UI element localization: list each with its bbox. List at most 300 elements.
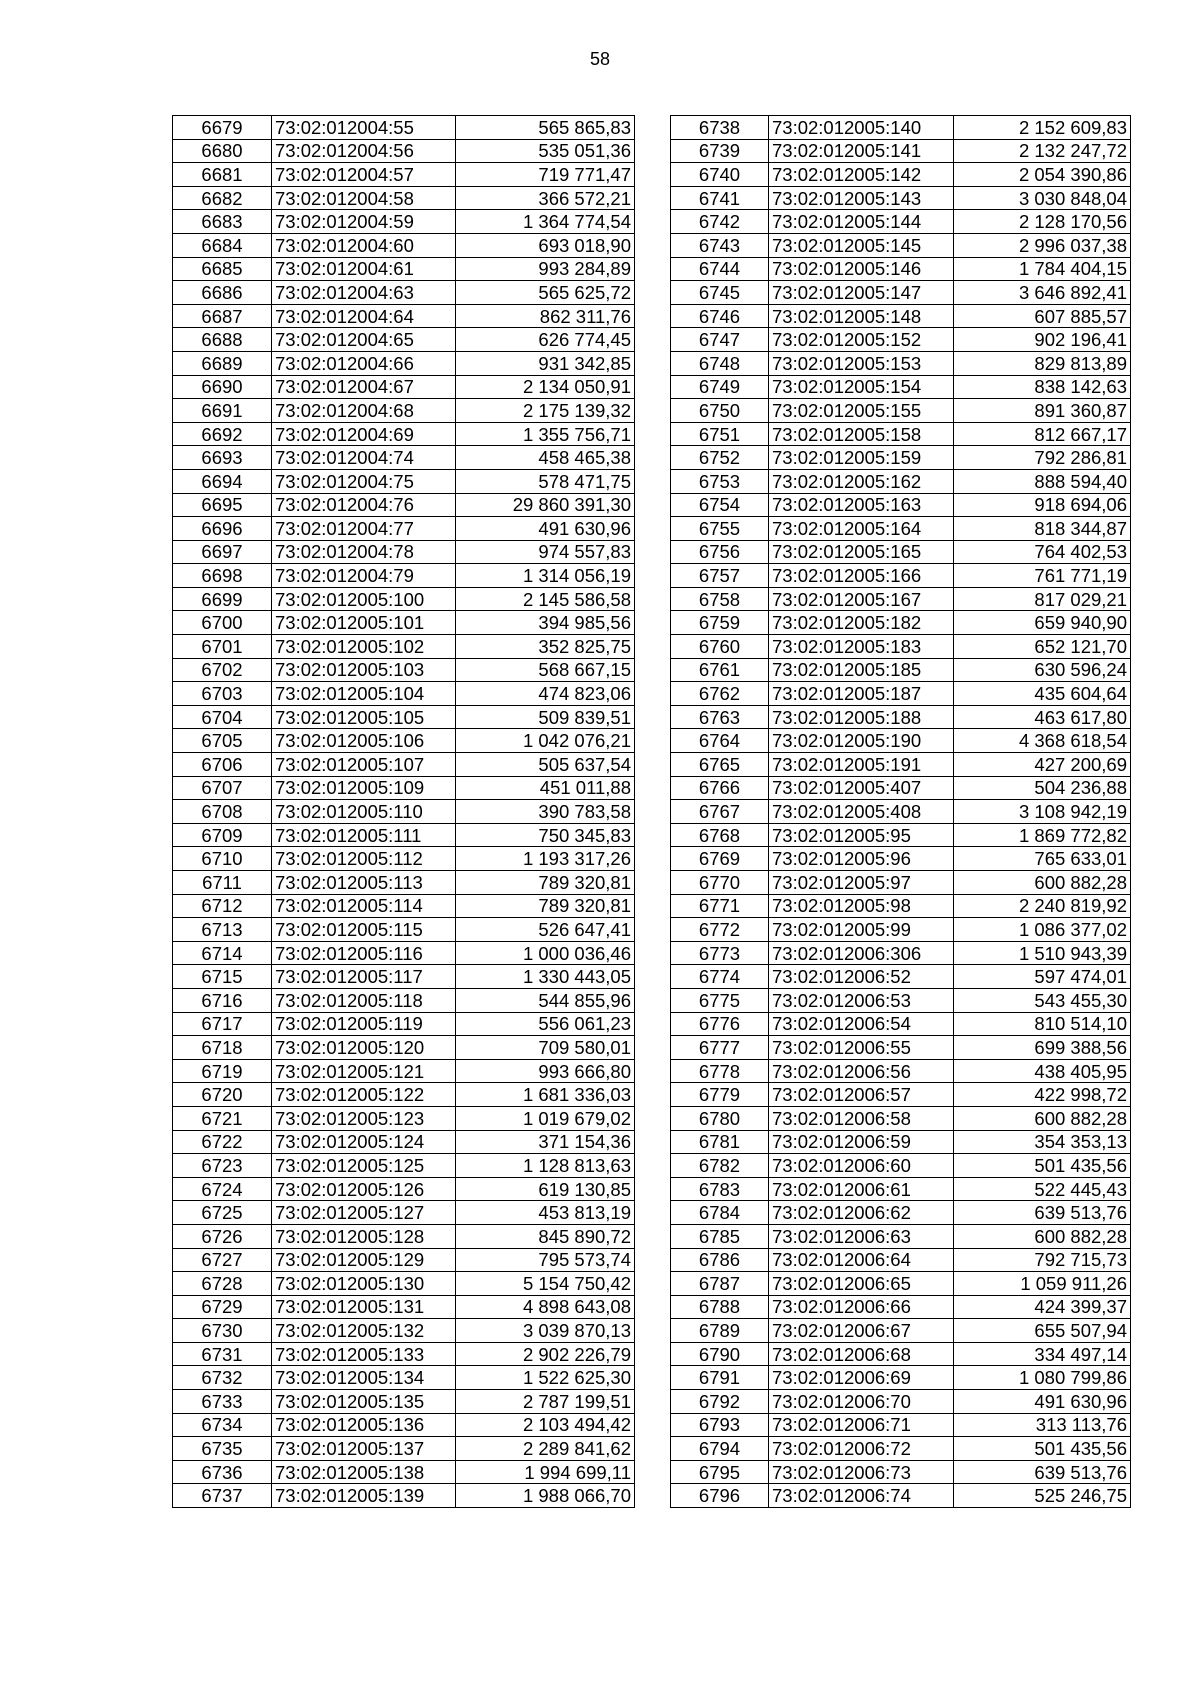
cadastral-number-cell: 73:02:012006:67: [769, 1319, 954, 1343]
row-number-cell: 6694: [173, 469, 272, 493]
cadastral-number-cell: 73:02:012005:183: [769, 635, 954, 659]
cadastral-value-cell: 543 455,30: [954, 988, 1131, 1012]
cadastral-number-cell: 73:02:012005:97: [769, 871, 954, 895]
parcel-table-left-body: [173, 116, 635, 1508]
table-row: [173, 587, 635, 611]
table-row: [173, 823, 635, 847]
row-number-cell: 6794: [671, 1437, 769, 1461]
table-row: [671, 422, 1131, 446]
cadastral-value-cell: 501 435,56: [954, 1437, 1131, 1461]
cadastral-value-cell: 1 330 443,05: [456, 965, 635, 989]
cadastral-number-cell: 73:02:012005:134: [272, 1366, 456, 1390]
cadastral-value-cell: 427 200,69: [954, 753, 1131, 777]
row-number-cell: 6790: [671, 1342, 769, 1366]
table-row: [173, 1106, 635, 1130]
cadastral-number-cell: 73:02:012005:130: [272, 1272, 456, 1296]
cadastral-number-cell: 73:02:012005:96: [769, 847, 954, 871]
cadastral-value-cell: 422 998,72: [954, 1083, 1131, 1107]
row-number-cell: 6697: [173, 540, 272, 564]
cadastral-value-cell: 709 580,01: [456, 1036, 635, 1060]
cadastral-value-cell: 845 890,72: [456, 1224, 635, 1248]
row-number-cell: 6774: [671, 965, 769, 989]
cadastral-value-cell: 544 855,96: [456, 988, 635, 1012]
row-number-cell: 6722: [173, 1130, 272, 1154]
row-number-cell: 6705: [173, 729, 272, 753]
cadastral-value-cell: 1 681 336,03: [456, 1083, 635, 1107]
row-number-cell: 6704: [173, 705, 272, 729]
cadastral-number-cell: 73:02:012005:95: [769, 823, 954, 847]
row-number-cell: 6768: [671, 823, 769, 847]
cadastral-value-cell: 491 630,96: [456, 517, 635, 541]
row-number-cell: 6684: [173, 233, 272, 257]
cadastral-number-cell: 73:02:012006:72: [769, 1437, 954, 1461]
table-row: [671, 753, 1131, 777]
row-number-cell: 6780: [671, 1106, 769, 1130]
parcel-table-right-body: [671, 116, 1131, 1508]
cadastral-number-cell: 73:02:012004:74: [272, 446, 456, 470]
table-row: [173, 469, 635, 493]
cadastral-value-cell: 5 154 750,42: [456, 1272, 635, 1296]
table-row: [671, 1272, 1131, 1296]
table-row: [173, 517, 635, 541]
cadastral-number-cell: 73:02:012004:56: [272, 139, 456, 163]
cadastral-value-cell: 474 823,06: [456, 682, 635, 706]
cadastral-number-cell: 73:02:012005:105: [272, 705, 456, 729]
cadastral-number-cell: 73:02:012004:77: [272, 517, 456, 541]
row-number-cell: 6761: [671, 658, 769, 682]
cadastral-value-cell: 600 882,28: [954, 871, 1131, 895]
cadastral-number-cell: 73:02:012005:147: [769, 281, 954, 305]
cadastral-value-cell: 789 320,81: [456, 871, 635, 895]
cadastral-value-cell: 3 030 848,04: [954, 186, 1131, 210]
table-row: [173, 1224, 635, 1248]
cadastral-number-cell: 73:02:012005:109: [272, 776, 456, 800]
cadastral-number-cell: 73:02:012005:144: [769, 210, 954, 234]
table-row: [671, 186, 1131, 210]
row-number-cell: 6719: [173, 1059, 272, 1083]
cadastral-value-cell: 463 617,80: [954, 705, 1131, 729]
cadastral-number-cell: 73:02:012004:64: [272, 304, 456, 328]
table-row: [671, 823, 1131, 847]
cadastral-number-cell: 73:02:012005:124: [272, 1130, 456, 1154]
table-row: [671, 1319, 1131, 1343]
cadastral-number-cell: 73:02:012006:68: [769, 1342, 954, 1366]
table-row: [173, 540, 635, 564]
cadastral-value-cell: 504 236,88: [954, 776, 1131, 800]
table-row: [173, 281, 635, 305]
cadastral-value-cell: 600 882,28: [954, 1106, 1131, 1130]
row-number-cell: 6710: [173, 847, 272, 871]
cadastral-number-cell: 73:02:012006:64: [769, 1248, 954, 1272]
table-row: [671, 658, 1131, 682]
row-number-cell: 6791: [671, 1366, 769, 1390]
row-number-cell: 6712: [173, 894, 272, 918]
cadastral-number-cell: 73:02:012005:103: [272, 658, 456, 682]
cadastral-number-cell: 73:02:012004:76: [272, 493, 456, 517]
row-number-cell: 6755: [671, 517, 769, 541]
table-row: [671, 1083, 1131, 1107]
cadastral-value-cell: 639 513,76: [954, 1460, 1131, 1484]
row-number-cell: 6773: [671, 941, 769, 965]
row-number-cell: 6688: [173, 328, 272, 352]
table-row: [173, 918, 635, 942]
table-row: [173, 871, 635, 895]
cadastral-number-cell: 73:02:012005:136: [272, 1413, 456, 1437]
table-row: [671, 1366, 1131, 1390]
cadastral-number-cell: 73:02:012005:127: [272, 1201, 456, 1225]
cadastral-value-cell: 2 289 841,62: [456, 1437, 635, 1461]
table-row: [671, 375, 1131, 399]
cadastral-number-cell: 73:02:012005:117: [272, 965, 456, 989]
table-row: [173, 658, 635, 682]
table-row: [671, 281, 1131, 305]
table-row: [671, 399, 1131, 423]
cadastral-value-cell: 522 445,43: [954, 1177, 1131, 1201]
cadastral-value-cell: 750 345,83: [456, 823, 635, 847]
row-number-cell: 6792: [671, 1390, 769, 1414]
row-number-cell: 6745: [671, 281, 769, 305]
row-number-cell: 6687: [173, 304, 272, 328]
cadastral-value-cell: 652 121,70: [954, 635, 1131, 659]
cadastral-number-cell: 73:02:012005:118: [272, 988, 456, 1012]
cadastral-value-cell: 354 353,13: [954, 1130, 1131, 1154]
cadastral-number-cell: 73:02:012006:70: [769, 1390, 954, 1414]
row-number-cell: 6740: [671, 163, 769, 187]
cadastral-number-cell: 73:02:012005:165: [769, 540, 954, 564]
cadastral-number-cell: 73:02:012005:125: [272, 1154, 456, 1178]
row-number-cell: 6770: [671, 871, 769, 895]
row-number-cell: 6685: [173, 257, 272, 281]
table-row: [173, 753, 635, 777]
row-number-cell: 6730: [173, 1319, 272, 1343]
table-row: [173, 493, 635, 517]
table-row: [173, 1390, 635, 1414]
cadastral-value-cell: 862 311,76: [456, 304, 635, 328]
cadastral-number-cell: 73:02:012005:137: [272, 1437, 456, 1461]
row-number-cell: 6772: [671, 918, 769, 942]
table-row: [173, 682, 635, 706]
row-number-cell: 6695: [173, 493, 272, 517]
row-number-cell: 6793: [671, 1413, 769, 1437]
cadastral-value-cell: 764 402,53: [954, 540, 1131, 564]
cadastral-value-cell: 639 513,76: [954, 1201, 1131, 1225]
cadastral-value-cell: 458 465,38: [456, 446, 635, 470]
row-number-cell: 6796: [671, 1484, 769, 1508]
cadastral-value-cell: 334 497,14: [954, 1342, 1131, 1366]
cadastral-number-cell: 73:02:012006:61: [769, 1177, 954, 1201]
cadastral-value-cell: 699 388,56: [954, 1036, 1131, 1060]
cadastral-value-cell: 435 604,64: [954, 682, 1131, 706]
cadastral-number-cell: 73:02:012005:116: [272, 941, 456, 965]
cadastral-value-cell: 659 940,90: [954, 611, 1131, 635]
cadastral-value-cell: 371 154,36: [456, 1130, 635, 1154]
cadastral-number-cell: 73:02:012005:132: [272, 1319, 456, 1343]
row-number-cell: 6731: [173, 1342, 272, 1366]
table-row: [671, 1413, 1131, 1437]
row-number-cell: 6781: [671, 1130, 769, 1154]
cadastral-value-cell: 491 630,96: [954, 1390, 1131, 1414]
cadastral-value-cell: 792 715,73: [954, 1248, 1131, 1272]
cadastral-number-cell: 73:02:012004:69: [272, 422, 456, 446]
cadastral-value-cell: 817 029,21: [954, 587, 1131, 611]
cadastral-value-cell: 578 471,75: [456, 469, 635, 493]
row-number-cell: 6702: [173, 658, 272, 682]
row-number-cell: 6724: [173, 1177, 272, 1201]
row-number-cell: 6760: [671, 635, 769, 659]
table-row: [173, 1437, 635, 1461]
cadastral-value-cell: 565 865,83: [456, 116, 635, 140]
row-number-cell: 6734: [173, 1413, 272, 1437]
cadastral-value-cell: 1 086 377,02: [954, 918, 1131, 942]
table-row: [173, 163, 635, 187]
cadastral-number-cell: 73:02:012006:306: [769, 941, 954, 965]
cadastral-value-cell: 1 059 911,26: [954, 1272, 1131, 1296]
table-row: [173, 1036, 635, 1060]
table-row: [671, 328, 1131, 352]
row-number-cell: 6698: [173, 564, 272, 588]
row-number-cell: 6775: [671, 988, 769, 1012]
table-row: [173, 422, 635, 446]
cadastral-value-cell: 1 193 317,26: [456, 847, 635, 871]
cadastral-number-cell: 73:02:012006:57: [769, 1083, 954, 1107]
cadastral-number-cell: 73:02:012005:115: [272, 918, 456, 942]
cadastral-number-cell: 73:02:012005:119: [272, 1012, 456, 1036]
cadastral-number-cell: 73:02:012005:166: [769, 564, 954, 588]
table-row: [671, 564, 1131, 588]
cadastral-number-cell: 73:02:012006:73: [769, 1460, 954, 1484]
cadastral-number-cell: 73:02:012005:139: [272, 1484, 456, 1508]
row-number-cell: 6783: [671, 1177, 769, 1201]
row-number-cell: 6747: [671, 328, 769, 352]
cadastral-value-cell: 509 839,51: [456, 705, 635, 729]
row-number-cell: 6681: [173, 163, 272, 187]
cadastral-number-cell: 73:02:012005:141: [769, 139, 954, 163]
cadastral-number-cell: 73:02:012005:148: [769, 304, 954, 328]
cadastral-number-cell: 73:02:012005:191: [769, 753, 954, 777]
table-row: [671, 918, 1131, 942]
table-row: [173, 965, 635, 989]
table-row: [173, 847, 635, 871]
table-row: [671, 233, 1131, 257]
row-number-cell: 6689: [173, 351, 272, 375]
cadastral-value-cell: 693 018,90: [456, 233, 635, 257]
cadastral-number-cell: 73:02:012005:128: [272, 1224, 456, 1248]
table-row: [671, 139, 1131, 163]
table-row: [173, 1413, 635, 1437]
table-row: [671, 776, 1131, 800]
cadastral-value-cell: 505 637,54: [456, 753, 635, 777]
cadastral-number-cell: 73:02:012005:408: [769, 800, 954, 824]
row-number-cell: 6696: [173, 517, 272, 541]
table-row: [671, 1460, 1131, 1484]
row-number-cell: 6732: [173, 1366, 272, 1390]
cadastral-value-cell: 501 435,56: [954, 1154, 1131, 1178]
cadastral-number-cell: 73:02:012006:63: [769, 1224, 954, 1248]
table-row: [671, 800, 1131, 824]
row-number-cell: 6735: [173, 1437, 272, 1461]
row-number-cell: 6701: [173, 635, 272, 659]
cadastral-number-cell: 73:02:012005:187: [769, 682, 954, 706]
row-number-cell: 6757: [671, 564, 769, 588]
cadastral-value-cell: 600 882,28: [954, 1224, 1131, 1248]
cadastral-number-cell: 73:02:012005:104: [272, 682, 456, 706]
table-row: [671, 894, 1131, 918]
cadastral-number-cell: 73:02:012005:154: [769, 375, 954, 399]
table-row: [671, 1130, 1131, 1154]
cadastral-value-cell: 451 011,88: [456, 776, 635, 800]
table-row: [173, 611, 635, 635]
table-row: [173, 894, 635, 918]
cadastral-value-cell: 1 314 056,19: [456, 564, 635, 588]
cadastral-number-cell: 73:02:012004:75: [272, 469, 456, 493]
cadastral-value-cell: 838 142,63: [954, 375, 1131, 399]
cadastral-value-cell: 2 787 199,51: [456, 1390, 635, 1414]
table-row: [173, 800, 635, 824]
cadastral-value-cell: 1 355 756,71: [456, 422, 635, 446]
row-number-cell: 6711: [173, 871, 272, 895]
table-row: [671, 1484, 1131, 1508]
cadastral-number-cell: 73:02:012006:54: [769, 1012, 954, 1036]
cadastral-number-cell: 73:02:012006:66: [769, 1295, 954, 1319]
table-row: [671, 705, 1131, 729]
table-row: [671, 1390, 1131, 1414]
cadastral-number-cell: 73:02:012004:66: [272, 351, 456, 375]
row-number-cell: 6795: [671, 1460, 769, 1484]
cadastral-number-cell: 73:02:012005:123: [272, 1106, 456, 1130]
cadastral-number-cell: 73:02:012005:101: [272, 611, 456, 635]
table-row: [671, 988, 1131, 1012]
cadastral-value-cell: 1 869 772,82: [954, 823, 1131, 847]
cadastral-value-cell: 3 039 870,13: [456, 1319, 635, 1343]
table-row: [173, 233, 635, 257]
table-row: [173, 304, 635, 328]
cadastral-value-cell: 352 825,75: [456, 635, 635, 659]
cadastral-value-cell: 607 885,57: [954, 304, 1131, 328]
cadastral-number-cell: 73:02:012004:78: [272, 540, 456, 564]
table-row: [173, 705, 635, 729]
cadastral-value-cell: 2 902 226,79: [456, 1342, 635, 1366]
table-row: [671, 210, 1131, 234]
row-number-cell: 6691: [173, 399, 272, 423]
table-row: [671, 847, 1131, 871]
row-number-cell: 6763: [671, 705, 769, 729]
table-row: [173, 1177, 635, 1201]
cadastral-value-cell: 366 572,21: [456, 186, 635, 210]
cadastral-value-cell: 993 284,89: [456, 257, 635, 281]
row-number-cell: 6787: [671, 1272, 769, 1296]
cadastral-number-cell: 73:02:012005:158: [769, 422, 954, 446]
row-number-cell: 6682: [173, 186, 272, 210]
row-number-cell: 6699: [173, 587, 272, 611]
cadastral-value-cell: 597 474,01: [954, 965, 1131, 989]
row-number-cell: 6766: [671, 776, 769, 800]
cadastral-number-cell: 73:02:012006:62: [769, 1201, 954, 1225]
cadastral-number-cell: 73:02:012005:143: [769, 186, 954, 210]
row-number-cell: 6703: [173, 682, 272, 706]
row-number-cell: 6776: [671, 1012, 769, 1036]
row-number-cell: 6733: [173, 1390, 272, 1414]
row-number-cell: 6779: [671, 1083, 769, 1107]
row-number-cell: 6713: [173, 918, 272, 942]
cadastral-number-cell: 73:02:012005:164: [769, 517, 954, 541]
row-number-cell: 6786: [671, 1248, 769, 1272]
table-row: [173, 1460, 635, 1484]
cadastral-value-cell: 829 813,89: [954, 351, 1131, 375]
row-number-cell: 6756: [671, 540, 769, 564]
cadastral-value-cell: 2 128 170,56: [954, 210, 1131, 234]
cadastral-number-cell: 73:02:012005:140: [769, 116, 954, 140]
row-number-cell: 6717: [173, 1012, 272, 1036]
table-row: [671, 351, 1131, 375]
table-row: [173, 351, 635, 375]
row-number-cell: 6736: [173, 1460, 272, 1484]
table-row: [173, 1319, 635, 1343]
cadastral-number-cell: 73:02:012006:65: [769, 1272, 954, 1296]
table-row: [173, 988, 635, 1012]
table-row: [671, 1036, 1131, 1060]
cadastral-value-cell: 792 286,81: [954, 446, 1131, 470]
cadastral-value-cell: 525 246,75: [954, 1484, 1131, 1508]
row-number-cell: 6737: [173, 1484, 272, 1508]
table-row: [671, 1201, 1131, 1225]
row-number-cell: 6758: [671, 587, 769, 611]
row-number-cell: 6777: [671, 1036, 769, 1060]
table-row: [671, 116, 1131, 140]
cadastral-number-cell: 73:02:012005:129: [272, 1248, 456, 1272]
cadastral-value-cell: 1 522 625,30: [456, 1366, 635, 1390]
table-row: [173, 941, 635, 965]
table-row: [671, 1437, 1131, 1461]
cadastral-value-cell: 2 152 609,83: [954, 116, 1131, 140]
row-number-cell: 6782: [671, 1154, 769, 1178]
table-row: [671, 304, 1131, 328]
table-row: [671, 1059, 1131, 1083]
table-row: [173, 399, 635, 423]
cadastral-number-cell: 73:02:012004:68: [272, 399, 456, 423]
row-number-cell: 6725: [173, 1201, 272, 1225]
table-row: [173, 257, 635, 281]
table-row: [173, 1154, 635, 1178]
cadastral-value-cell: 438 405,95: [954, 1059, 1131, 1083]
row-number-cell: 6692: [173, 422, 272, 446]
row-number-cell: 6686: [173, 281, 272, 305]
cadastral-number-cell: 73:02:012005:106: [272, 729, 456, 753]
cadastral-value-cell: 3 108 942,19: [954, 800, 1131, 824]
row-number-cell: 6764: [671, 729, 769, 753]
table-row: [671, 871, 1131, 895]
table-row: [173, 1366, 635, 1390]
row-number-cell: 6690: [173, 375, 272, 399]
cadastral-number-cell: 73:02:012005:112: [272, 847, 456, 871]
cadastral-value-cell: 2 240 819,92: [954, 894, 1131, 918]
table-row: [671, 1248, 1131, 1272]
row-number-cell: 6718: [173, 1036, 272, 1060]
cadastral-value-cell: 3 646 892,41: [954, 281, 1131, 305]
row-number-cell: 6789: [671, 1319, 769, 1343]
cadastral-value-cell: 568 667,15: [456, 658, 635, 682]
cadastral-value-cell: 313 113,76: [954, 1413, 1131, 1437]
table-row: [671, 611, 1131, 635]
table-row: [173, 564, 635, 588]
cadastral-number-cell: 73:02:012006:71: [769, 1413, 954, 1437]
row-number-cell: 6706: [173, 753, 272, 777]
row-number-cell: 6750: [671, 399, 769, 423]
table-row: [173, 116, 635, 140]
table-row: [671, 587, 1131, 611]
cadastral-value-cell: 2 054 390,86: [954, 163, 1131, 187]
cadastral-number-cell: 73:02:012004:61: [272, 257, 456, 281]
table-row: [671, 163, 1131, 187]
